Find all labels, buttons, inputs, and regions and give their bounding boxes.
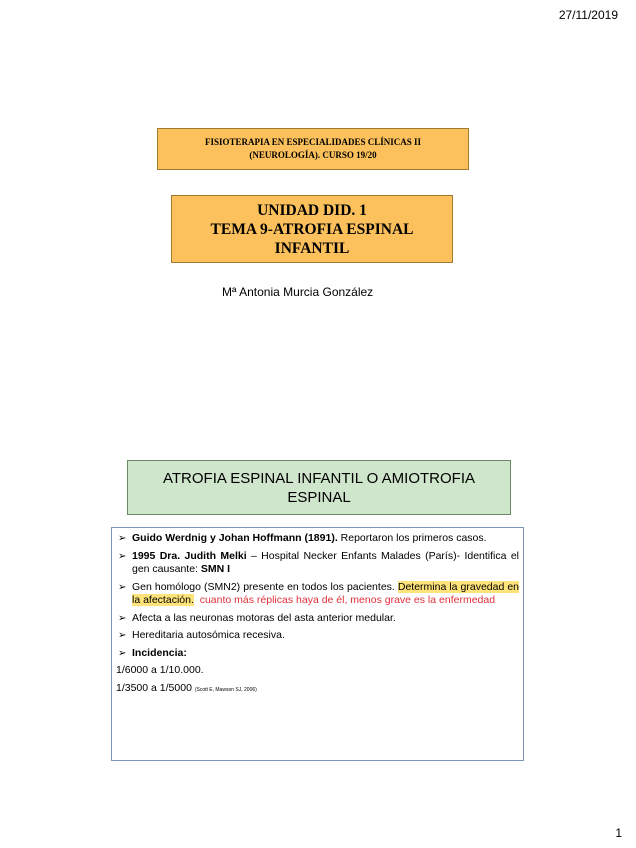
discovery-text: – Hospital Necker Enfants Malades (París)- Identifica el gen causante: (132, 549, 520, 575)
incidence-value-1: 1/6000 a 1/10.000. (116, 664, 204, 676)
motor-neurons-text: Afecta a las neuronas motoras del asta anterior medular. (132, 611, 396, 624)
list-item-history (116, 532, 519, 546)
inheritance-text: Hereditaria autosómica recesiva. (132, 629, 285, 641)
course-title-line1: FISIOTERAPIA EN ESPECIALIDADES CLÍNICAS II (204, 137, 422, 147)
list-item-homolog-gene (116, 581, 519, 608)
content-box (111, 527, 524, 761)
slide-title-line2: ESPINAL (287, 488, 351, 506)
date-label: 27/11/2019 (558, 8, 618, 22)
handwritten-note: cuanto más réplicas haya de él, menos grave es la enfermedad (199, 594, 496, 606)
incidence-value-2: 1/3500 a 1/5000 (116, 681, 192, 694)
unit-title-line3: INFANTIL (274, 239, 350, 257)
unit-title-box (171, 195, 453, 263)
arrow-bullet-icon: ➢ (118, 581, 127, 593)
list-item-inheritance (116, 629, 519, 643)
course-title-box (157, 128, 469, 170)
slide-title-line1: ATROFIA ESPINAL INFANTIL O AMIOTROFIA (163, 469, 475, 487)
arrow-bullet-icon: ➢ (118, 647, 127, 659)
arrow-bullet-icon: ➢ (118, 630, 127, 641)
incidence-label: Incidencia: (132, 646, 187, 659)
unit-title-line1: UNIDAD DID. 1 (257, 201, 367, 219)
course-title-line2: (NEUROLOGÍA). CURSO 19/20 (249, 150, 377, 160)
gene-name: SMN I (200, 563, 231, 575)
arrow-bullet-icon: ➢ (118, 533, 127, 544)
citation: (Scott E, Mawson SJ, 2006) (194, 686, 257, 693)
list-item-gene-discovery (116, 550, 519, 577)
unit-title-line2: TEMA 9-ATROFIA ESPINAL (210, 220, 414, 238)
list-item-motor-neurons (116, 612, 519, 626)
incidence-value-2-row (116, 682, 519, 698)
history-authors: Guido Werdnig y Johan Hoffmann (1891). (132, 532, 338, 544)
severity-highlight: Determina la gravedad en la afectación. (132, 580, 520, 606)
history-text: Reportaron los primeros casos. (337, 532, 487, 544)
discovery-author: 1995 Dra. Judith Melki (132, 549, 247, 562)
author-name: Mª Antonia Murcia González (222, 285, 374, 299)
homolog-text: Gen homólogo (SMN2) presente en todos los pacientes. (132, 580, 398, 593)
slide-title-box (127, 460, 511, 515)
arrow-bullet-icon: ➢ (118, 550, 127, 562)
page-number: 1 (615, 826, 622, 840)
arrow-bullet-icon: ➢ (118, 612, 127, 624)
list-item-incidence (116, 647, 519, 661)
